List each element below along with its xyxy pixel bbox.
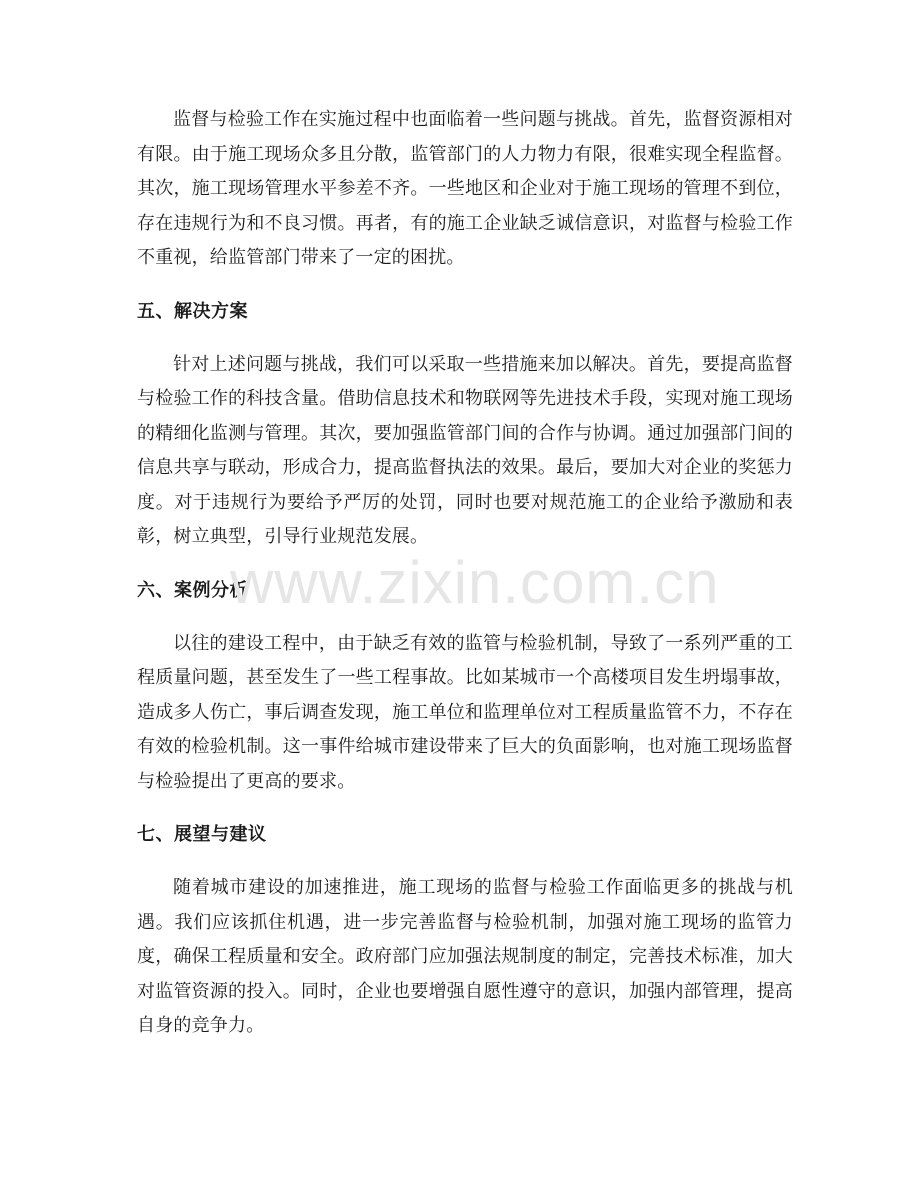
paragraph-challenges: 监督与检验工作在实施过程中也面临着一些问题与挑战。首先，监督资源相对有限。由于施工现场众多且分散，监管部门的人力物力有限，很难实现全程监督。其次，施工现场管理水平参差不齐。一些地区和企业对于施工现场的管理不到位，存在违规行为和不良习惯。再者，有的施工企业缺乏诚信意识，对监督与检验工作不重视，给监管部门带来了一定的困扰。 (137, 109, 793, 268)
watermark-text: www.zixin.com.cn (230, 549, 720, 616)
paragraph-case-analysis: 以往的建设工程中，由于缺乏有效的监管与检验机制，导致了一系列严重的工程质量问题，甚至发生了一些工程事故。比如某城市一个高楼项目发生坍塌事故，造成多人伤亡，事后调查发现，施工单位和监理单位对工程质量监管不力，不存在有效的检验机制。这一事件给城市建设带来了巨大的负面影响，也对施工现场监督与检验提出了更高的要求。 (137, 632, 793, 792)
paragraph-solutions: 针对上述问题与挑战，我们可以采取一些措施来加以解决。首先，要提高监督与检验工作的科技含量。借助信息技术和物联网等先进技术手段，实现对施工现场的精细化监测与管理。其次，要加强监管部门间的合作与协调。通过加强部门间的信息共享与联动，形成合力，提高监督执法的效果。最后，要加大对企业的奖惩力度。对于违规行为要给予严厉的处罚，同时也要对规范施工的企业给予激励和表彰，树立典型，引导行业规范发展。 (137, 353, 793, 547)
section-heading-outlook: 七、展望与建议 (137, 824, 267, 845)
section-heading-solutions: 五、解决方案 (137, 300, 248, 322)
section-heading-case-analysis: 六、案例分析 (137, 579, 248, 601)
document-body (137, 103, 793, 1044)
paragraph-outlook: 随着城市建设的加速推进，施工现场的监督与检验工作面临更多的挑战与机遇。我们应该抓住机遇，进一步完善监督与检验机制，加强对施工现场的监管力度，确保工程质量和安全。政府部门应加强法规制度的制定，完善技术标准，加大对监管资源的投入。同时，企业也要增强自愿性遵守的意识，加强内部管理，提高自身的竞争力。 (137, 877, 793, 1036)
